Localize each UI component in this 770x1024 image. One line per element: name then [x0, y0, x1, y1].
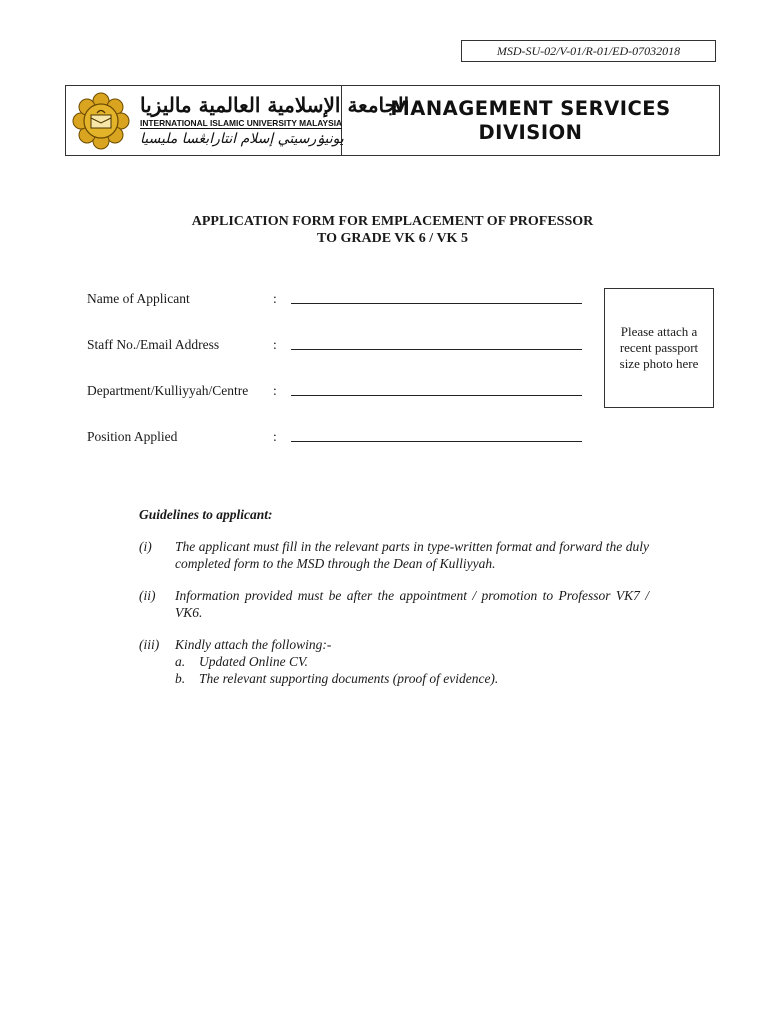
guideline-text: The applicant must fill in the relevant parts in type-written format and forward the duly completed form to the MSD through the Dean of Kulliyyah. — [175, 539, 649, 571]
field-label: Department/Kulliyyah/Centre — [87, 383, 249, 398]
division-title-line2: DIVISION — [478, 120, 583, 144]
photo-box-text — [620, 324, 699, 372]
field-colon: : — [273, 429, 277, 444]
guideline-sub-item — [175, 653, 649, 670]
photo-box-line1: Please attach a — [620, 324, 698, 339]
guideline-item — [139, 538, 649, 572]
guidelines-section — [139, 506, 649, 702]
passport-photo-box[interactable] — [604, 288, 714, 408]
position-input-line[interactable] — [291, 441, 582, 442]
department-input-line[interactable] — [291, 395, 582, 396]
sub-item-text: The relevant supporting documents (proof of evidence). — [199, 671, 499, 686]
guideline-item — [139, 636, 649, 687]
university-name-english: INTERNATIONAL ISLAMIC UNIVERSITY MALAYSIA — [140, 118, 343, 128]
field-colon: : — [273, 291, 277, 306]
division-title-line1: MANAGEMENT SERVICES — [390, 96, 671, 120]
guideline-sub-item — [175, 670, 649, 687]
guideline-number: (iii) — [139, 637, 160, 652]
name-input-line[interactable] — [291, 303, 582, 304]
photo-box-line3: size photo here — [619, 356, 699, 371]
guidelines-title: Guidelines to applicant: — [139, 507, 273, 522]
university-logo — [66, 86, 410, 155]
field-label: Name of Applicant — [87, 291, 190, 306]
sub-item-text: Updated Online CV. — [199, 654, 308, 669]
university-name-jawi: يونيۏرسيتي إسلام انتارابڠسا مليسيا — [140, 131, 344, 147]
form-title — [0, 213, 770, 247]
guideline-text: Kindly attach the following:- — [175, 637, 332, 652]
photo-box-line2: recent passport — [619, 340, 699, 355]
guideline-text: Information provided must be after the appointment / promotion to Professor VK7 / VK6. — [175, 588, 649, 620]
field-colon: : — [273, 337, 277, 352]
field-colon: : — [273, 383, 277, 398]
staff-email-input-line[interactable] — [291, 349, 582, 350]
header-table — [65, 85, 720, 156]
form-title-line2: TO GRADE VK 6 / VK 5 — [317, 231, 468, 246]
guideline-number: (ii) — [139, 588, 156, 603]
university-name-arabic: الجامعة الإسلامية العالمية ماليزيا — [140, 93, 410, 117]
form-title-line1: APPLICATION FORM FOR EMPLACEMENT OF PROFESSOR — [191, 214, 594, 229]
guideline-item — [139, 587, 649, 621]
university-emblem-icon — [71, 91, 131, 151]
field-label: Staff No./Email Address — [87, 337, 220, 352]
guideline-number: (i) — [139, 539, 152, 554]
field-label: Position Applied — [87, 429, 178, 444]
document-code: MSD-SU-02/V-01/R-01/ED-07032018 — [461, 40, 716, 62]
sub-item-letter: a. — [175, 654, 186, 669]
sub-item-letter: b. — [175, 671, 186, 686]
